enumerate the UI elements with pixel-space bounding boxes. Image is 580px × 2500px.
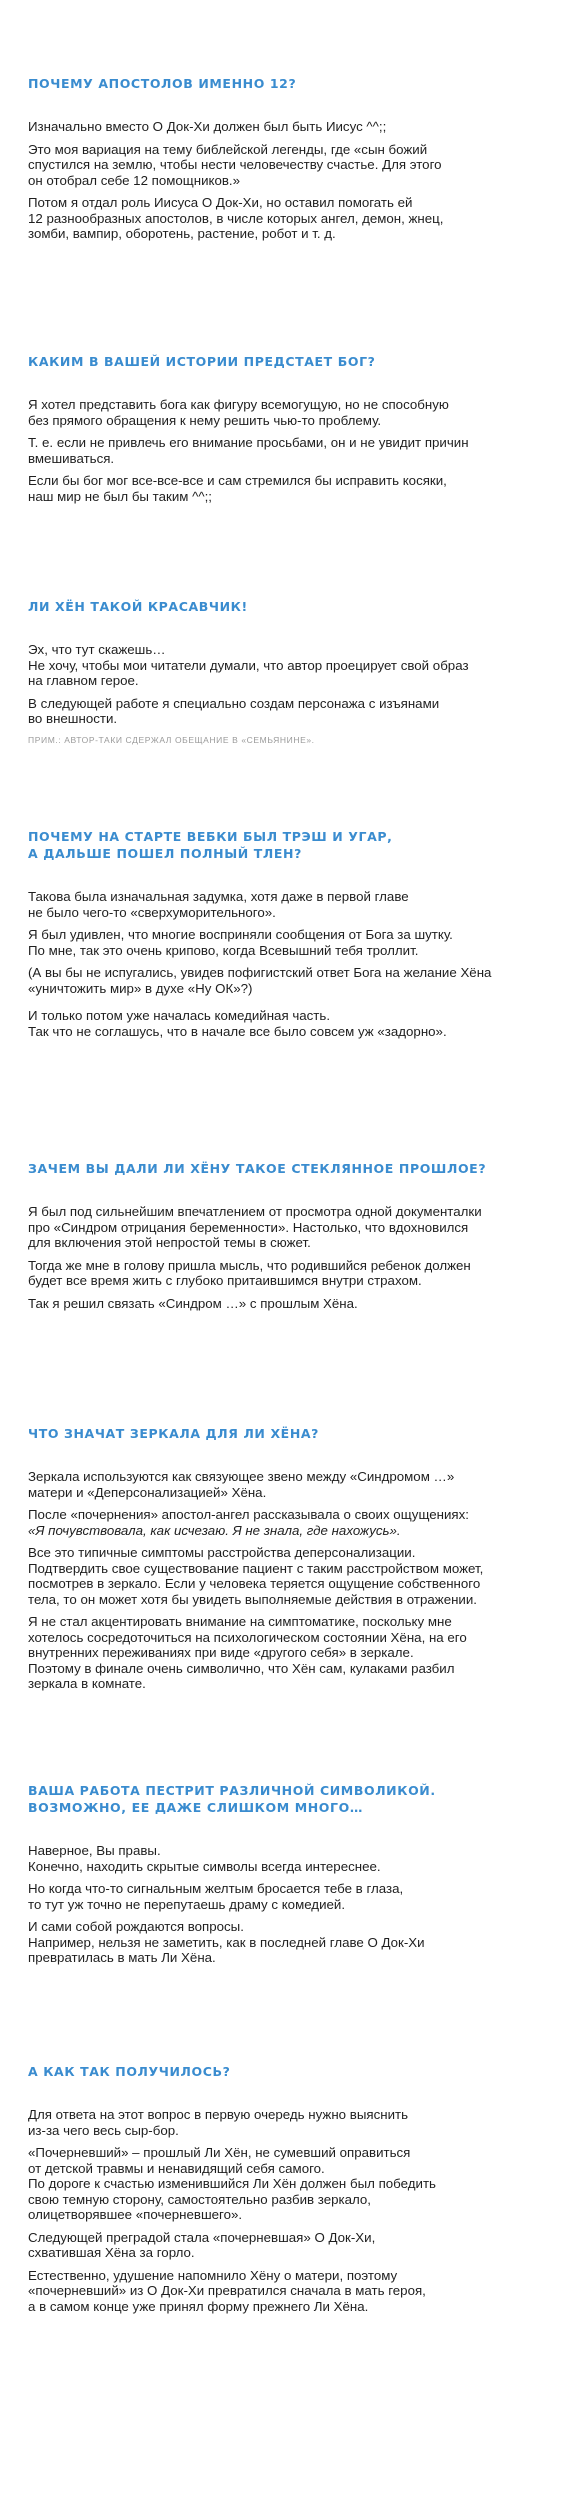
answer-paragraph: Наверное, Вы правы. Конечно, находить скрытые символы всегда интереснее.: [28, 1843, 381, 1874]
answer-paragraph: Но когда что-то сигнальным желтым бросается тебе в глаза, то тут уж точно не перепутаешь драму с комедией.: [28, 1881, 404, 1912]
answer-paragraph: Изначально вместо О Док-Хи должен был быть Иисус ^^;;: [28, 119, 387, 134]
qa-section-symbolism: [28, 1782, 556, 1973]
question-heading: ЧТО ЗНАЧАТ ЗЕРКАЛА ДЛЯ ЛИ ХЁНА?: [28, 1426, 320, 1441]
answer-paragraph: Я хотел представить бога как фигуру всемогущую, но не способную без прямого обращения к нему решить чью-то проблему.: [28, 397, 449, 428]
answer-paragraph: Зеркала используются как связующее звено между «Синдромом …» матери и «Деперсонализацией» Хёна.: [28, 1469, 455, 1500]
qa-section-handsome: [28, 598, 556, 745]
answer-paragraph: И сами собой рождаются вопросы. Например, нельзя не заметить, как в последней главе О Док-Хи превратилась в мать Ли Хёна.: [28, 1919, 425, 1965]
author-note: ПРИМ.: АВТОР-ТАКИ СДЕРЖАЛ ОБЕЩАНИЕ В «СЕМЬЯНИНЕ».: [28, 734, 315, 745]
question-heading: А КАК ТАК ПОЛУЧИЛОСЬ?: [28, 2064, 231, 2079]
qa-section-how: [28, 2063, 556, 2321]
answer-paragraph: Тогда же мне в голову пришла мысль, что родившийся ребенок должен будет все время жить с глубоко притаившимся внутри страхом.: [28, 1257, 471, 1288]
question-heading: ЗАЧЕМ ВЫ ДАЛИ ЛИ ХЁНУ ТАКОЕ СТЕКЛЯННОЕ ПРОШЛОЕ?: [28, 1161, 487, 1176]
answer-paragraph: Все это типичные симптомы расстройства деперсонализации. Подтвердить свое существование пациент с таким расстройством может, посмотрев в зеркало. Если у человека теряется ощущение собственного тела, то он может хотя бы увидеть выполняемые действия в отражении.: [28, 1545, 484, 1607]
answer-paragraph: Я был под сильнейшим впечатлением от просмотра одной документалки про «Синдром отрицания беременности». Настолько, что вдохновился для включения этой непростой темы в сюжет.: [28, 1204, 482, 1250]
answer-paragraph: Естественно, удушение напомнило Хёну о матери, поэтому «почерневший» из О Док-Хи превратился сначала в мать героя, а в самом конце уже принял форму прежнего Ли Хёна.: [28, 2267, 426, 2314]
question-heading: ПОЧЕМУ НА СТАРТЕ ВЕБКИ БЫЛ ТРЭШ И УГАР, А ДАЛЬШЕ ПОШЕЛ ПОЛНЫЙ ТЛЕН?: [28, 829, 393, 861]
qa-section-apostles: [28, 75, 556, 249]
answer-paragraph: Эх, что тут скажешь… Не хочу, чтобы мои читатели думали, что автор проецирует свой образ на главном герое.: [28, 642, 469, 688]
question-heading: ЛИ ХЁН ТАКОЙ КРАСАВЧИК!: [28, 599, 248, 614]
qa-section-trash-start: [28, 828, 556, 1046]
answer-paragraph: Это моя вариация на тему библейской легенды, где «сын божий спустился на землю, чтобы нести человечеству счастье. Для этого он отобрал себе 12 помощников.»: [28, 141, 442, 188]
answer-paragraph: Если бы бог мог все-все-все и сам стремился бы исправить косяки, наш мир не был бы таким ^^;;: [28, 473, 447, 504]
answer-paragraph: Потом я отдал роль Иисуса О Док-Хи, но оставил помогать ей 12 разнообразных апостолов, в числе которых ангел, демон, жнец, зомби, вампир, оборотень, растение, робот и т. д.: [28, 195, 444, 241]
answer-paragraph: Следующей преградой стала «почерневшая» О Док-Хи, схватившая Хёна за горло.: [28, 2229, 376, 2260]
answer-paragraph: И только потом уже началась комедийная часть. Так что не соглашусь, что в начале все было совсем уж «задорно».: [28, 1008, 447, 1039]
answer-paragraph: «Почерневший» – прошлый Ли Хён, не сумевший оправиться от детской травмы и ненавидящий себя самого. По дороге к счастью изменившийся Ли Хён должен был победить свою темную сторону, самостоятельно разбив зеркало, олицетворявшее «почерневшего».: [28, 2145, 436, 2222]
qa-section-mirrors: [28, 1425, 556, 1699]
qa-section-god: [28, 353, 556, 511]
answer-paragraph: Я был удивлен, что многие восприняли сообщения от Бога за шутку. По мне, так это очень крипово, когда Всевышний тебя троллит.: [28, 927, 453, 958]
answer-paragraph: Такова была изначальная задумка, хотя даже в первой главе не было чего-то «сверхуморительного».: [28, 889, 409, 920]
answer-paragraph: Для ответа на этот вопрос в первую очередь нужно выяснить из-за чего весь сыр-бор.: [28, 2107, 409, 2138]
answer-paragraph: Так я решил связать «Синдром …» с прошлым Хёна.: [28, 1295, 358, 1311]
answer-paragraph: Т. е. если не привлечь его внимание просьбами, он и не увидит причин вмешиваться.: [28, 435, 469, 466]
answer-paragraph: В следующей работе я специально создам персонажа с изъянами во внешности.: [28, 695, 440, 726]
question-heading: ВАША РАБОТА ПЕСТРИТ РАЗЛИЧНОЙ СИМВОЛИКОЙ. ВОЗМОЖНО, ЕЕ ДАЖЕ СЛИШКОМ МНОГО…: [28, 1783, 436, 1815]
question-heading: КАКИМ В ВАШЕЙ ИСТОРИИ ПРЕДСТАЕТ БОГ?: [28, 354, 376, 369]
answer-paragraph: Я не стал акцентировать внимание на симптоматике, поскольку мне хотелось сосредоточиться на психологическом состоянии Хёна, на его внутренних переживаниях при виде «другого себя» в зеркале. Поэтому в финале очень символично, что Хён сам, кулаками разбил зеркала в комнате.: [28, 1614, 467, 1691]
qa-section-glass-past: [28, 1160, 556, 1318]
answer-paragraph: После «почернения» апостол-ангел рассказывала о своих ощущениях: «Я почувствовала, как исчезаю. Я не знала, где нахожусь».: [28, 1507, 469, 1538]
answer-paragraph: (А вы бы не испугались, увидев пофигистский ответ Бога на желание Хёна «уничтожить мир» в духе «Ну ОК»?): [28, 965, 492, 996]
question-heading: ПОЧЕМУ АПОСТОЛОВ ИМЕННО 12?: [28, 76, 297, 91]
